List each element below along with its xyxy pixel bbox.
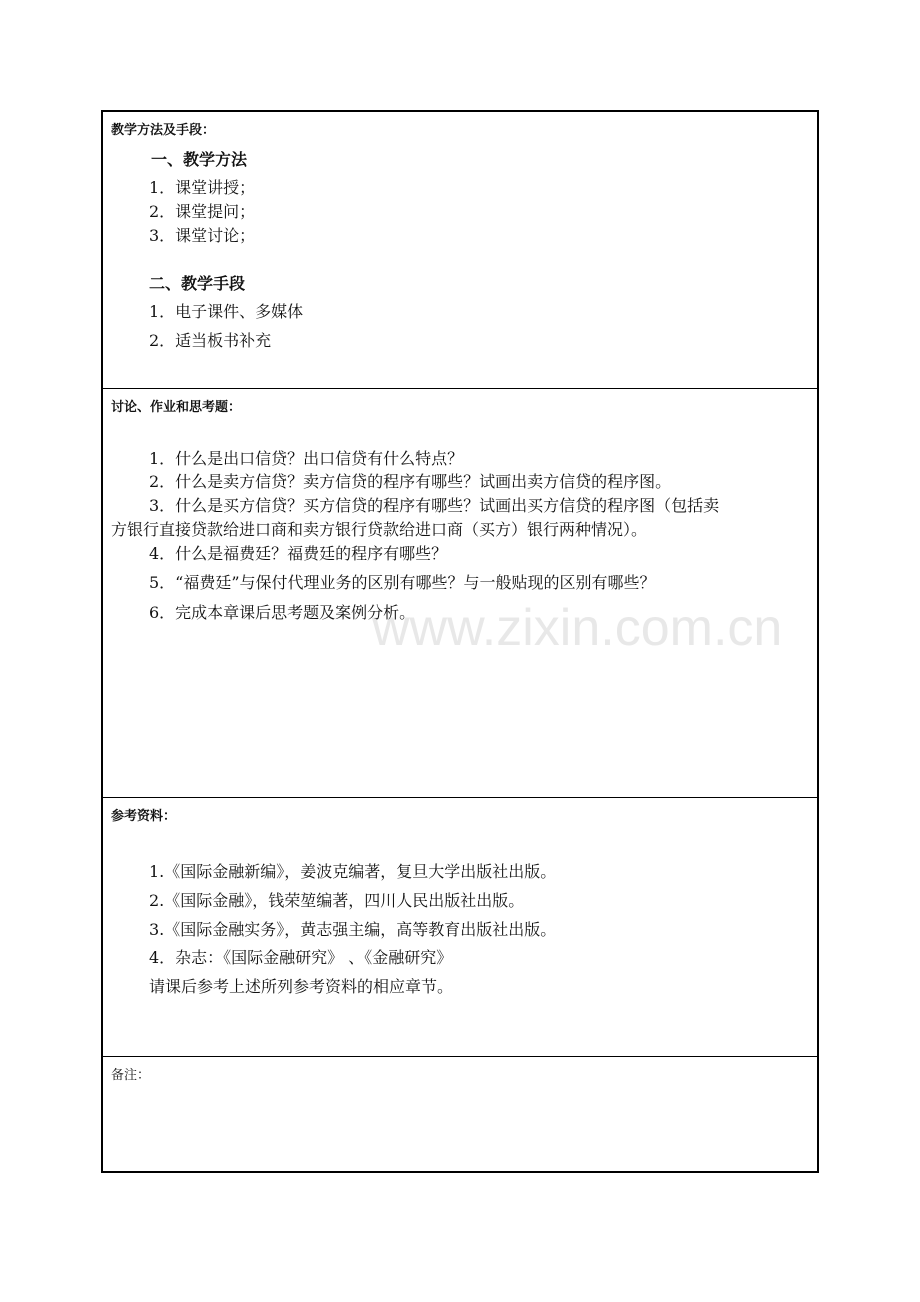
methods-label: 教学方法及手段： xyxy=(111,123,216,138)
method-item: 2．课堂提问； xyxy=(149,202,256,221)
reference-item: 1.《国际金融新编》，姜波克编著，复旦大学出版社出版。 xyxy=(149,862,557,881)
references-section xyxy=(103,798,817,1057)
reference-item: 3.《国际金融实务》，黄志强主编，高等教育出版社出版。 xyxy=(149,920,557,939)
question-item: 3．什么是买方信贷？买方信贷的程序有哪些？试画出买方信贷的程序图（包括卖 xyxy=(149,496,720,515)
notes-label: 备注： xyxy=(111,1068,151,1083)
method-item: 3．课堂讨论； xyxy=(149,226,256,245)
question-item: 4．什么是福费廷？福费廷的程序有哪些？ xyxy=(149,544,448,563)
method-item: 1．课堂讲授； xyxy=(149,178,256,197)
question-item: 1．什么是出口信贷？出口信贷有什么特点？ xyxy=(149,449,464,468)
question-item: 5．“福费廷”与保付代理业务的区别有哪些？与一般贴现的区别有哪些？ xyxy=(149,573,656,592)
means-item: 1．电子课件、多媒体 xyxy=(149,302,304,321)
reference-item: 2.《国际金融》，钱荣堃编著，四川人民出版社出版。 xyxy=(149,891,525,910)
methods-subheading: 一、教学方法 xyxy=(151,150,248,169)
means-item: 2．适当板书补充 xyxy=(149,331,272,350)
references-label: 参考资料： xyxy=(111,809,177,824)
watermark: www.zixin.com.cn xyxy=(372,599,783,657)
references-note: 请课后参考上述所列参考资料的相应章节。 xyxy=(149,977,454,996)
question-item: 2．什么是卖方信贷？卖方信贷的程序有哪些？试画出卖方信贷的程序图。 xyxy=(149,472,672,491)
questions-label: 讨论、作业和思考题： xyxy=(111,400,242,415)
question-item-continued: 方银行直接贷款给进口商和卖方银行贷款给进口商（买方）银行两种情况）。 xyxy=(111,520,648,539)
reference-item: 4．杂志：《国际金融研究》 、《金融研究》 xyxy=(149,948,453,967)
methods-section xyxy=(103,112,817,389)
means-subheading: 二、教学手段 xyxy=(149,274,246,293)
question-item: 6．完成本章课后思考题及案例分析。 xyxy=(149,603,416,622)
notes-section xyxy=(103,1057,817,1173)
lesson-plan-table xyxy=(101,110,819,1173)
questions-section xyxy=(103,389,817,798)
